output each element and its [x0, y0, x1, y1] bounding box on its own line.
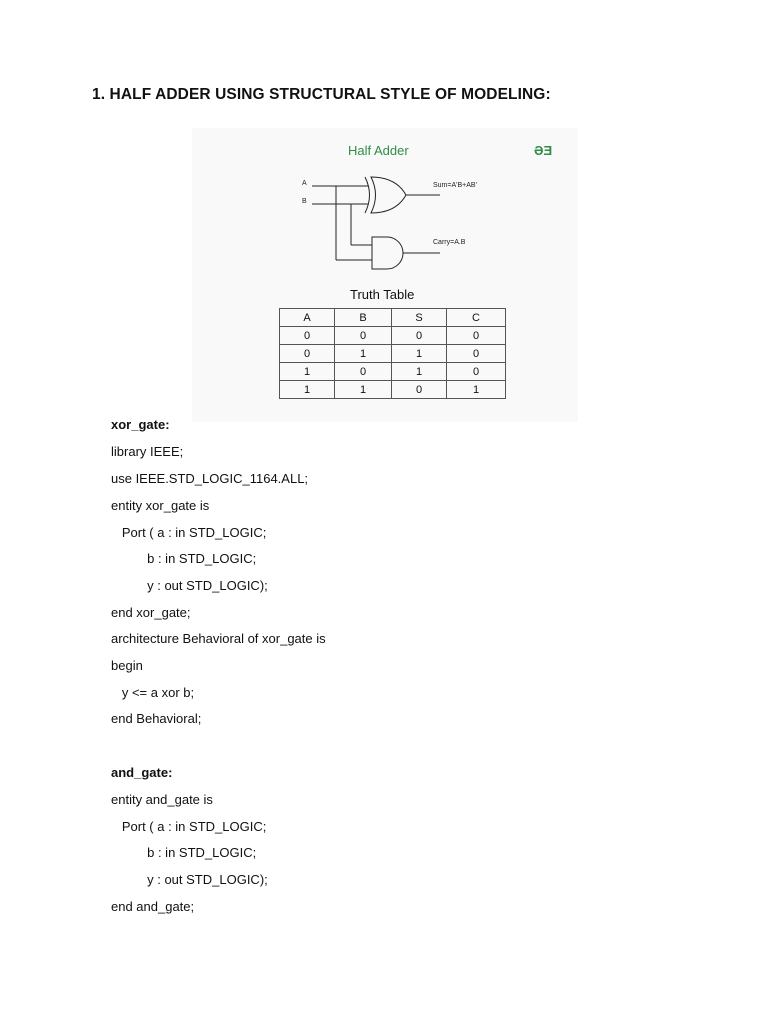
truth-table-cell: 1: [280, 363, 335, 381]
xor-gate-body: [371, 177, 406, 213]
and-section-title: and_gate:: [111, 765, 173, 780]
truth-table-header: S: [392, 309, 447, 327]
truth-table-header: B: [335, 309, 392, 327]
truth-table-row: [280, 327, 506, 345]
truth-table-cell: 0: [447, 327, 506, 345]
truth-table-cell: 0: [392, 381, 447, 399]
code-line: begin: [111, 658, 143, 673]
code-line: y : out STD_LOGIC);: [111, 872, 268, 887]
xor-section-title: xor_gate:: [111, 417, 170, 432]
truth-table-cell: 1: [335, 345, 392, 363]
figure-title: Half Adder: [348, 143, 409, 158]
truth-table-cell: 0: [447, 363, 506, 381]
code-line: entity xor_gate is: [111, 498, 210, 513]
gfg-logo: ƏƎ: [534, 143, 553, 158]
truth-table-cell: 1: [392, 345, 447, 363]
truth-table-cell: 0: [447, 345, 506, 363]
truth-table: [279, 308, 506, 399]
code-line: Port ( a : in STD_LOGIC;: [111, 819, 267, 834]
truth-table-row: [280, 345, 506, 363]
carry-label: Carry=A.B: [433, 239, 466, 246]
input-b-label: B: [302, 198, 307, 205]
truth-table-row: [280, 381, 506, 399]
page-heading: 1. HALF ADDER USING STRUCTURAL STYLE OF MODELING:: [92, 86, 551, 103]
truth-table-cell: 1: [335, 381, 392, 399]
half-adder-figure: [192, 128, 578, 422]
truth-table-cell: 0: [335, 327, 392, 345]
truth-table-cell: 1: [447, 381, 506, 399]
truth-table-row: [280, 363, 506, 381]
xor-back-curve: [365, 177, 370, 213]
truth-table-cell: 1: [280, 381, 335, 399]
code-line: y : out STD_LOGIC);: [111, 578, 268, 593]
truth-table-cell: 0: [280, 327, 335, 345]
truth-table-cell: 1: [392, 363, 447, 381]
input-a-label: A: [302, 180, 307, 187]
code-line: end xor_gate;: [111, 605, 191, 620]
and-gate-body: [372, 237, 403, 269]
code-line: end Behavioral;: [111, 711, 202, 726]
code-line: b : in STD_LOGIC;: [111, 845, 257, 860]
code-line: architecture Behavioral of xor_gate is: [111, 631, 326, 646]
truth-table-cell: 0: [335, 363, 392, 381]
code-line: library IEEE;: [111, 444, 184, 459]
code-line: b : in STD_LOGIC;: [111, 551, 257, 566]
code-line: use IEEE.STD_LOGIC_1164.ALL;: [111, 471, 309, 486]
code-line: end and_gate;: [111, 899, 195, 914]
code-line: y <= a xor b;: [111, 685, 195, 700]
truth-table-title: Truth Table: [350, 287, 415, 302]
code-line: entity and_gate is: [111, 792, 213, 807]
truth-table-header: C: [447, 309, 506, 327]
truth-table-cell: 0: [280, 345, 335, 363]
truth-table-header: A: [280, 309, 335, 327]
truth-table-cell: 0: [392, 327, 447, 345]
sum-label: Sum=A'B+AB': [433, 182, 477, 189]
code-line: Port ( a : in STD_LOGIC;: [111, 525, 267, 540]
truth-table-header-row: [280, 309, 506, 327]
